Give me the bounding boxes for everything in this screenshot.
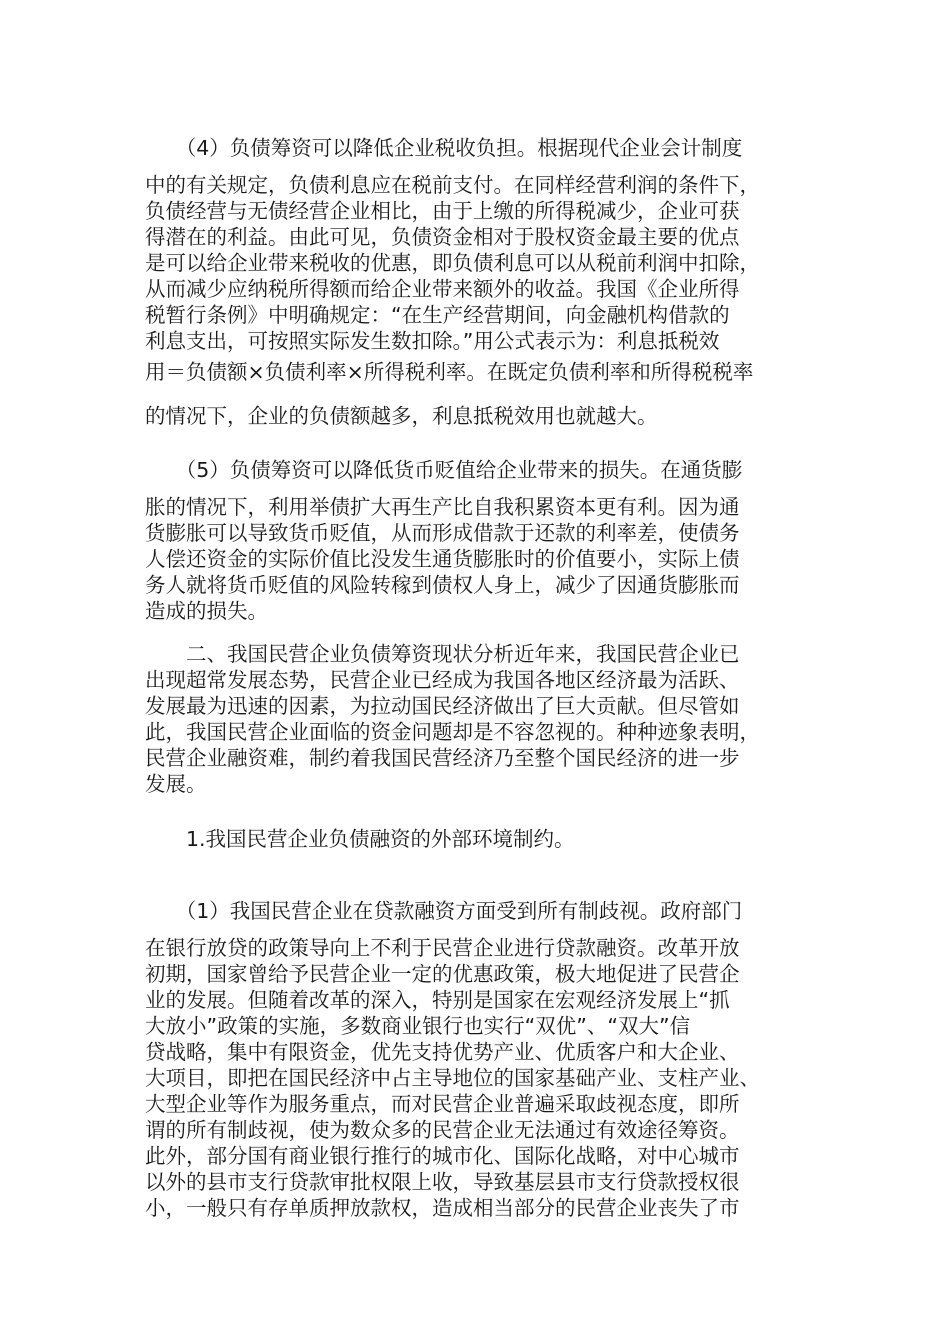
- text-line: 在银行放贷的政策导向上不利于民营企业进行贷款融资。改革开放: [145, 936, 740, 960]
- text-line: （4）负债筹资可以降低企业税收负担。根据现代企业会计制度: [145, 136, 743, 160]
- text-line: 小，一般只有存单质押放款权，造成相当部分的民营企业丧失了市: [145, 1196, 740, 1220]
- text-line: 二、我国民营企业负债筹资现状分析近年来，我国民营企业已: [145, 642, 740, 666]
- text-line: 造成的损失。: [145, 599, 268, 623]
- text-line: 初期，国家曾给予民营企业一定的优惠政策，极大地促进了民营企: [145, 962, 740, 986]
- paragraph-subsection-one: [145, 826, 810, 852]
- text-line: 此，我国民营企业面临的资金问题却是不容忽视的。种种迹象表明，: [145, 720, 760, 744]
- text-line: 胀的情况下，利用举债扩大再生产比自我积累资本更有利。因为通: [145, 495, 740, 519]
- text-line: 是可以给企业带来税收的优惠，即负债利息可以从税前利润中扣除，: [145, 251, 760, 275]
- text-line: 负债经营与无债经营企业相比，由于上缴的所得税减少，企业可获: [145, 199, 740, 223]
- text-line: 得潜在的利益。由此可见，负债资金相对于股权资金最主要的优点: [145, 225, 740, 249]
- text-line: 利息支出，可按照实际发生数扣除。”用公式表示为：利息抵税效: [145, 329, 720, 353]
- text-line: 此外，部分国有商业银行推行的城市化、国际化战略，对中心城市: [145, 1144, 740, 1168]
- text-line: 大型企业等作为服务重点，而对民营企业普遍采取歧视态度，即所: [145, 1092, 740, 1116]
- paragraph-tax-formula: [145, 350, 810, 438]
- paragraph-inflation-body: [145, 494, 810, 624]
- text-line: 1.我国民营企业负债融资的外部环境制约。: [145, 827, 575, 851]
- text-line: 出现超常发展态势，民营企业已经成为我国各地区经济最为活跃、: [145, 668, 740, 692]
- text-line: 业的发展。但随着改革的深入，特别是国家在宏观经济发展上“抓: [145, 988, 730, 1012]
- text-line: 货膨胀可以导致货币贬值，从而形成借款于还款的利率差，使债务: [145, 521, 740, 545]
- text-line: 发展。: [145, 772, 207, 796]
- text-line: 以外的县市支行贷款审批权限上收，导致基层县市支行贷款授权很: [145, 1170, 740, 1194]
- text-line: 发展最为迅速的因素，为拉动国民经济做出了巨大贡献。但尽管如: [145, 694, 740, 718]
- paragraph-ownership-body: [145, 935, 810, 1221]
- paragraph-debt-tax-heading: [145, 135, 810, 161]
- text-line: 人偿还资金的实际价值比没发生通货膨胀时的价值要小，实际上债: [145, 547, 740, 571]
- text-line: （1）我国民营企业在贷款融资方面受到所有制歧视。政府部门: [145, 899, 743, 923]
- paragraph-ownership-heading: [145, 898, 810, 924]
- text-line: 从而减少应纳税所得额而给企业带来额外的收益。我国《企业所得: [145, 277, 740, 301]
- text-line: 的情况下，企业的负债额越多，利息抵税效用也就越大。: [145, 404, 658, 428]
- text-line: 务人就将货币贬值的风险转稼到债权人身上，减少了因通货膨胀而: [145, 573, 740, 597]
- text-line: （5）负债筹资可以降低货币贬值给企业带来的损失。在通货膨: [145, 458, 743, 482]
- text-line: 税暂行条例》中明确规定：“在生产经营期间，向金融机构借款的: [145, 303, 730, 327]
- text-line: 大放小”政策的实施，多数商业银行也实行“双优”、“双大”信: [145, 1014, 691, 1038]
- text-line: 贷战略，集中有限资金，优先支持优势产业、优质客户和大企业、: [145, 1040, 740, 1064]
- paragraph-inflation-heading: [145, 457, 810, 483]
- text-line: 谓的所有制歧视，使为数众多的民营企业无法通过有效途径筹资。: [145, 1118, 740, 1142]
- paragraph-debt-tax-body: [145, 172, 810, 354]
- text-line: 用＝负债额×负债利率×所得税利率。在既定负债利率和所得税税率: [145, 360, 754, 384]
- text-line: 中的有关规定，负债利息应在税前支付。在同样经营利润的条件下，: [145, 173, 760, 197]
- text-line: 大项目，即把在国民经济中占主导地位的国家基础产业、支柱产业、: [145, 1066, 760, 1090]
- paragraph-section-two: [145, 641, 810, 797]
- text-line: 民营企业融资难，制约着我国民营经济乃至整个国民经济的进一步: [145, 746, 740, 770]
